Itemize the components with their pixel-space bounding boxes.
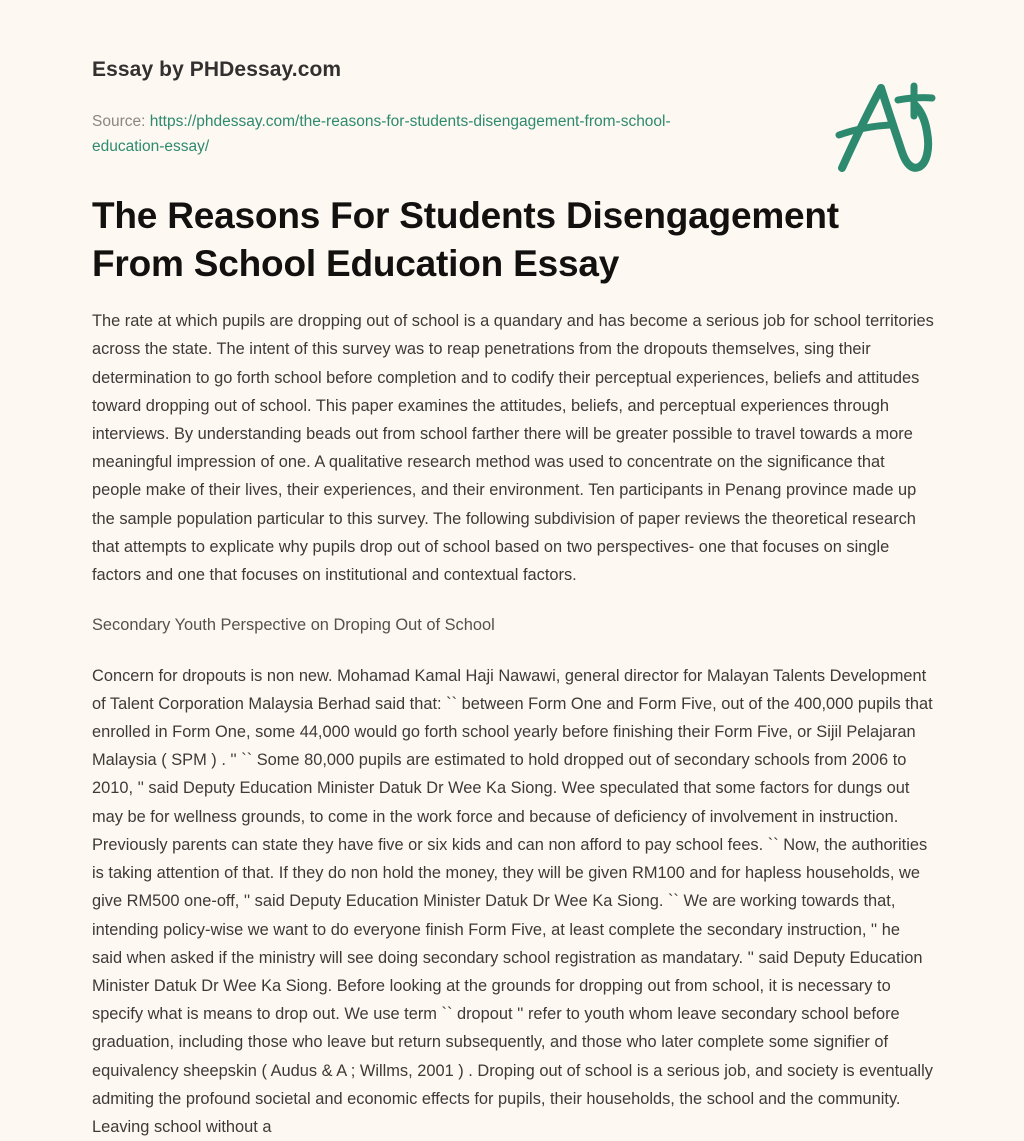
essay-body [92,287,934,1141]
page-title: The Reasons For Students Disengagement From School Education Essay [92,195,839,284]
source-line [92,109,742,159]
paragraph-intro: The rate at which pupils are dropping out of school is a quandary and has become a serious job for school territories across the state. The intent of this survey was to reap penetrations from the dropouts themselves, sing their determination to go forth school before completion and to codify their perceptual experiences, beliefs and attitudes toward dropping out of school. This paper examines the attitudes, beliefs, and perceptual experiences through interviews. By understanding beads out from school farther there will be greater possible to travel towards a more meaningful impression of one. A qualitative research method was used to concentrate on the significance that people make of their lives, their experiences, and their environment. Ten participants in Penang province made up the sample population particular to this survey. The following subdivision of paper reviews the theoretical research that attempts to explicate why pupils drop out of school based on two perspectives- one that focuses on single factors and one that focuses on institutional and contextual factors. [92,312,934,585]
source-url-link[interactable]: https://phdessay.com/the-reasons-for-students-disengagement-from-school-education-essay/ [92,113,671,156]
site-masthead: Essay by PHDessay.com [92,58,342,81]
section-subheading: Secondary Youth Perspective on Droping Out of School [92,616,495,635]
paragraph-body: Concern for dropouts is non new. Mohamad Kamal Haji Nawawi, general director for Malayan Talents Development of Talent Corporation Malaysia Berhad said that: `` between Form One and Form Five, out of the 400,000 pupils that enrolled in Form One, some 44,000 would go forth school yearly before finishing their Form Five, or Sijil Pelajaran Malaysia ( SPM ) . '' `` Some 80,000 pupils are estimated to hold dropped out of secondary schools from 2006 to 2010, '' said Deputy Education Minister Datuk Dr Wee Ka Siong. Wee speculated that some factors for dungs out may be for wellness grounds, to come in the work force and because of deficiency of involvement in instruction. Previously parents can state they have five or six kids and can non afford to pay school fees. `` Now, the authorities is taking attention of that. If they do non hold the money, they will be given RM100 and for hapless households, we give RM500 one-off, '' said Deputy Education Minister Datuk Dr Wee Ka Siong. `` We are working towards that, intending policy-wise we want to do everyone finish Form Five, at least complete the secondary instruction, '' he said when asked if the ministry will see doing secondary school registration as mandatary. '' said Deputy Education Minister Datuk Dr Wee Ka Siong. Before looking at the grounds for dropping out from school, it is necessary to specify what is means to drop out. We use term `` dropout '' refer to youth whom leave secondary school before graduation, including those who leave but return subsequently, and those who later complete some signifier of equivalency sheepskin ( Audus & A ; Willms, 2001 ) . Droping out of school is a serious job, and society is eventually admiting the profound societal and economic effects for pupils, their households, the school and the community. Leaving school without a [92,666,933,1137]
source-label: Source: [92,113,146,131]
a-plus-logo [826,72,946,182]
